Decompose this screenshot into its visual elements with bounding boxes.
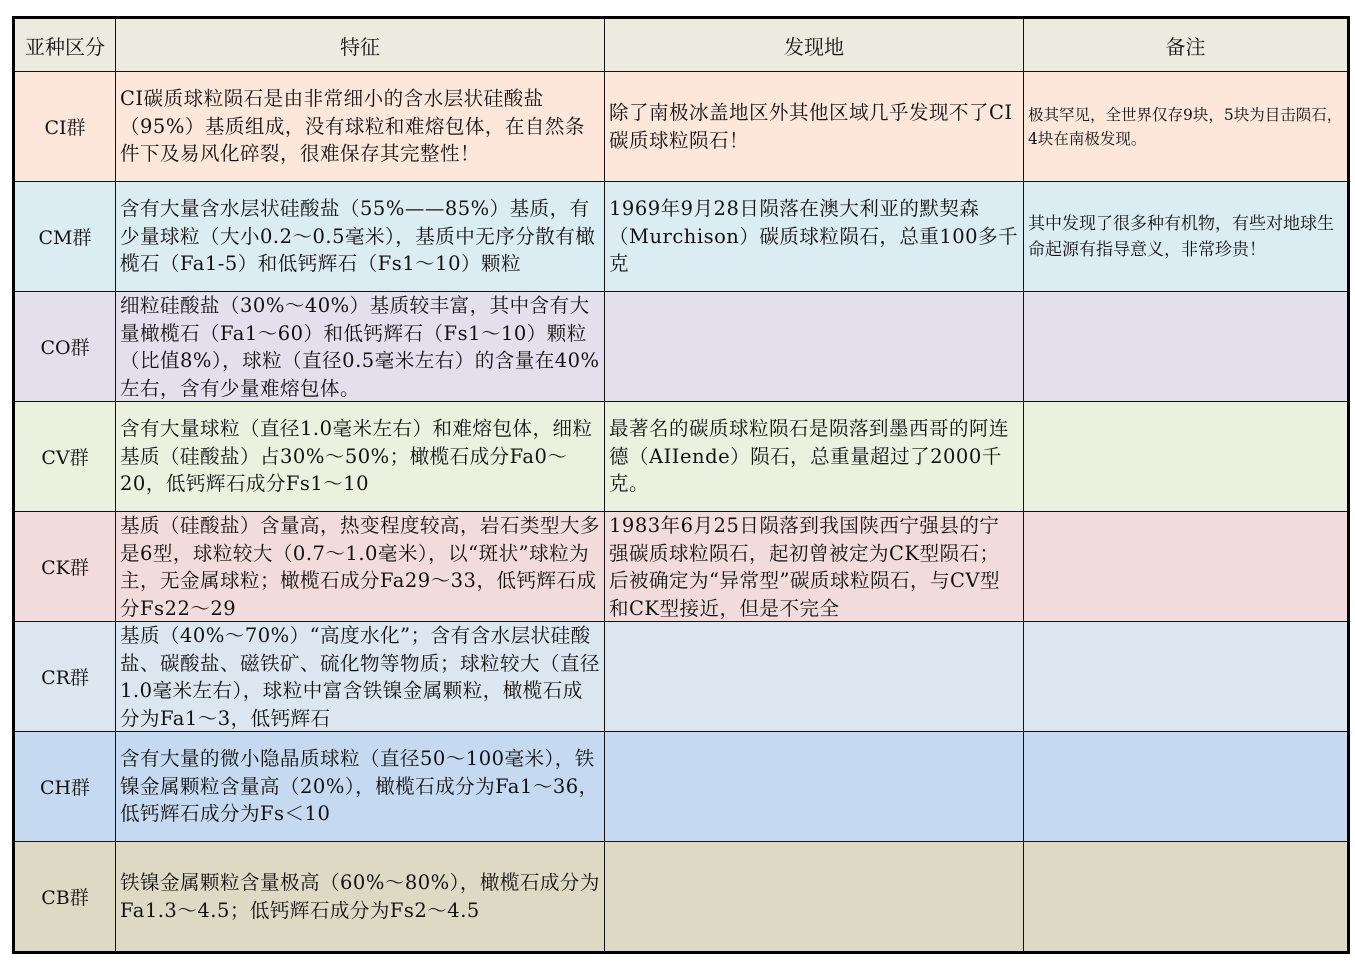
table-row-ck (14, 512, 1349, 622)
feature-cell: CI碳质球粒陨石是由非常细小的含水层状硅酸盐（95%）基质组成，没有球粒和难熔包体，在自然条件下及易风化碎裂，很难保存其完整性！ (116, 72, 605, 182)
location-cell (605, 842, 1024, 953)
note-cell: 其中发现了很多种有机物，有些对地球生命起源有指导意义，非常珍贵！ (1024, 182, 1349, 292)
feature-cell: 含有大量含水层状硅酸盐（55%——85%）基质，有少量球粒（大小0.2～0.5毫米），基质中无序分散有橄榄石（Fa1-5）和低钙辉石（Fs1～10）颗粒 (116, 182, 605, 292)
location-cell (605, 292, 1024, 402)
table-row-ch (14, 732, 1349, 842)
table-row-co (14, 292, 1349, 402)
feature-cell: 含有大量的微小隐晶质球粒（直径50～100毫米），铁镍金属颗粒含量高（20%），橄榄石成分为Fa1～36，低钙辉石成分为Fs＜10 (116, 732, 605, 842)
note-cell (1024, 402, 1349, 512)
note-cell: 极其罕见，全世界仅存9块，5块为目击陨石，4块在南极发现。 (1024, 72, 1349, 182)
subgroup-cell: CK群 (14, 512, 116, 622)
subgroup-cell: CM群 (14, 182, 116, 292)
location-cell: 最著名的碳质球粒陨石是陨落到墨西哥的阿连德（AIIende）陨石，总重量超过了2000千克。 (605, 402, 1024, 512)
subgroup-cell: CI群 (14, 72, 116, 182)
header-subgroup: 亚种区分 (14, 18, 116, 72)
note-cell (1024, 292, 1349, 402)
table-row-cv (14, 402, 1349, 512)
note-cell (1024, 732, 1349, 842)
subgroup-cell: CV群 (14, 402, 116, 512)
table-row-ci (14, 72, 1349, 182)
note-cell (1024, 622, 1349, 732)
header-location: 发现地 (605, 18, 1024, 72)
subgroup-cell: CB群 (14, 842, 116, 953)
location-cell (605, 622, 1024, 732)
location-cell: 1983年6月25日陨落到我国陕西宁强县的宁强碳质球粒陨石，起初曾被定为CK型陨石；后被确定为“异常型”碳质球粒陨石，与CV型和CK型接近，但是不完全 (605, 512, 1024, 622)
chondrite-subgroup-table (12, 16, 1350, 954)
note-cell (1024, 842, 1349, 953)
feature-cell: 基质（硅酸盐）含量高，热变程度较高，岩石类型大多是6型，球粒较大（0.7～1.0毫米），以“斑状”球粒为主，无金属球粒；橄榄石成分Fa29～33，低钙辉石成分Fs22～29 (116, 512, 605, 622)
subgroup-cell: CR群 (14, 622, 116, 732)
feature-cell: 细粒硅酸盐（30%～40%）基质较丰富，其中含有大量橄榄石（Fa1～60）和低钙辉石（Fs1～10）颗粒（比值8%），球粒（直径0.5毫米左右）的含量在40%左右，含有少量难熔包体。 (116, 292, 605, 402)
location-cell: 除了南极冰盖地区外其他区域几乎发现不了CI碳质球粒陨石！ (605, 72, 1024, 182)
feature-cell: 含有大量球粒（直径1.0毫米左右）和难熔包体，细粒基质（硅酸盐）占30%～50%；橄榄石成分Fa0～20，低钙辉石成分Fs1～10 (116, 402, 605, 512)
header-row (14, 18, 1349, 72)
subgroup-cell: CO群 (14, 292, 116, 402)
note-cell (1024, 512, 1349, 622)
table-row-cr (14, 622, 1349, 732)
location-cell (605, 732, 1024, 842)
location-cell: 1969年9月28日陨落在澳大利亚的默契森（Murchison）碳质球粒陨石，总重100多千克 (605, 182, 1024, 292)
feature-cell: 基质（40%～70%）“高度水化”；含有含水层状硅酸盐、碳酸盐、磁铁矿、硫化物等物质；球粒较大（直径1.0毫米左右），球粒中富含铁镍金属颗粒，橄榄石成分为Fa1～3，低钙辉石 (116, 622, 605, 732)
subgroup-cell: CH群 (14, 732, 116, 842)
table-row-cb (14, 842, 1349, 953)
table-row-cm (14, 182, 1349, 292)
feature-cell: 铁镍金属颗粒含量极高（60%～80%），橄榄石成分为Fa1.3～4.5；低钙辉石成分为Fs2～4.5 (116, 842, 605, 953)
header-feature: 特征 (116, 18, 605, 72)
header-note: 备注 (1024, 18, 1349, 72)
